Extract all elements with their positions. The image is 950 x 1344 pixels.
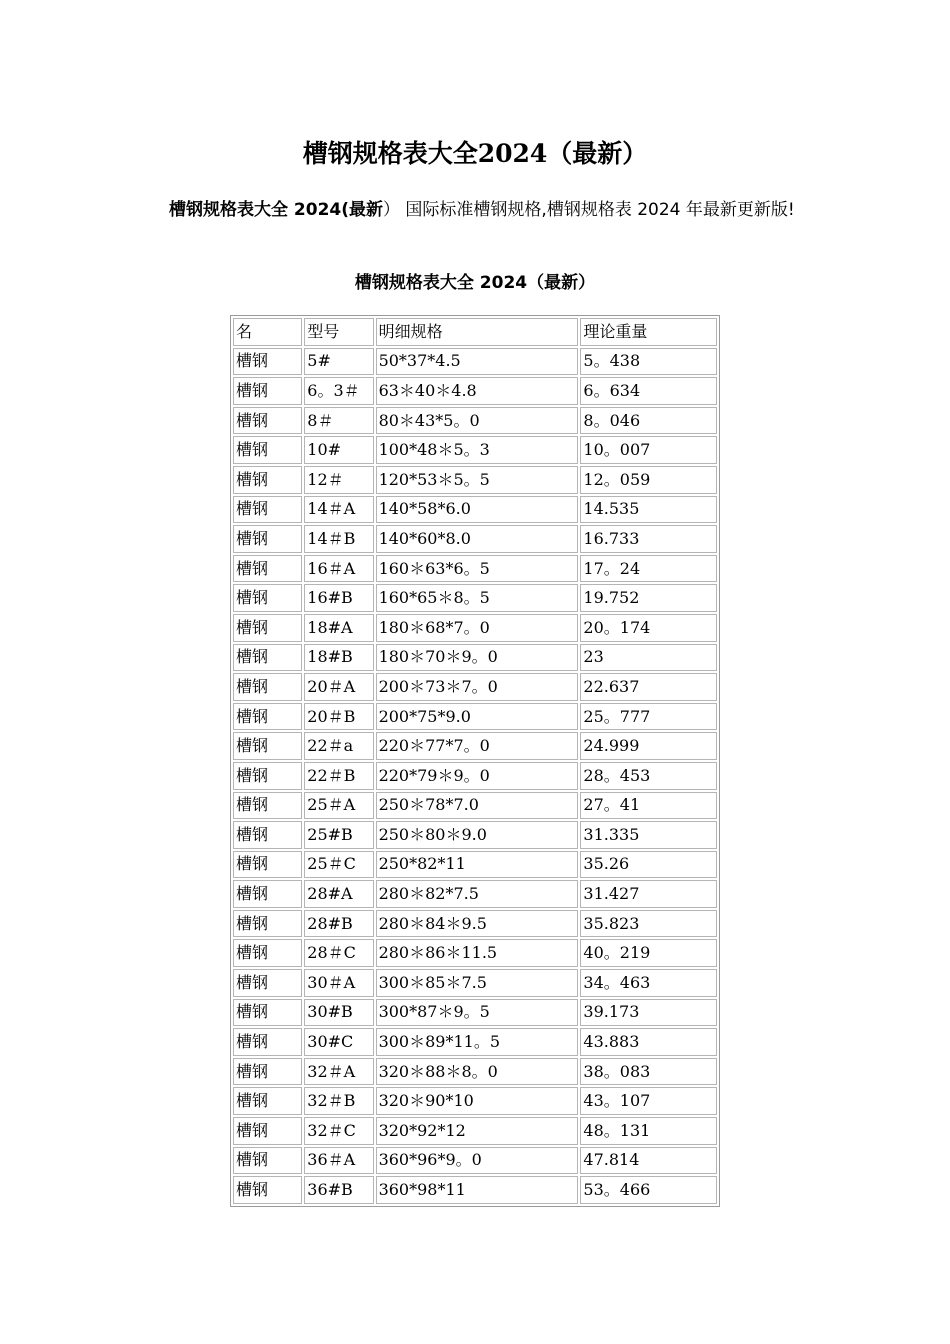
table-row: [233, 1147, 717, 1175]
model-cell: 14＃A: [304, 496, 373, 524]
model-cell: 18#A: [304, 614, 373, 642]
model-cell: 30＃A: [304, 969, 373, 997]
header-spec-cell: 明细规格: [376, 318, 579, 346]
name-cell: 槽钢: [233, 1087, 302, 1115]
header-model-cell: 型号: [304, 318, 373, 346]
weight-cell: 14.535: [580, 496, 717, 524]
spec-cell: 80＊43*5。0: [376, 407, 579, 435]
spec-cell: 180＊70＊9。0: [376, 644, 579, 672]
spec-cell: 300＊85＊7.5: [376, 969, 579, 997]
header-weight-cell: 理论重量: [580, 318, 717, 346]
model-cell: 30#C: [304, 1028, 373, 1056]
model-cell: 5#: [304, 348, 373, 376]
name-cell: 槽钢: [233, 1058, 302, 1086]
weight-cell: 38。083: [580, 1058, 717, 1086]
spec-cell: 220＊77*7。0: [376, 732, 579, 760]
table-row: [233, 614, 717, 642]
spec-cell: 140*58*6.0: [376, 496, 579, 524]
spec-cell: 180＊68*7。0: [376, 614, 579, 642]
weight-cell: 40。219: [580, 939, 717, 967]
model-cell: 14＃B: [304, 525, 373, 553]
spec-cell: 250＊80＊9.0: [376, 821, 579, 849]
name-cell: 槽钢: [233, 969, 302, 997]
name-cell: 槽钢: [233, 436, 302, 464]
model-cell: 20＃A: [304, 673, 373, 701]
spec-cell: 220*79＊9。0: [376, 762, 579, 790]
weight-cell: 24.999: [580, 732, 717, 760]
model-cell: 25＃A: [304, 792, 373, 820]
name-cell: 槽钢: [233, 644, 302, 672]
weight-cell: 43。107: [580, 1087, 717, 1115]
name-cell: 槽钢: [233, 614, 302, 642]
model-cell: 32＃A: [304, 1058, 373, 1086]
name-cell: 槽钢: [233, 555, 302, 583]
spec-cell: 300*87＊9。5: [376, 999, 579, 1027]
weight-cell: 31.335: [580, 821, 717, 849]
intro-paren: ）: [383, 200, 401, 220]
model-cell: 8＃: [304, 407, 373, 435]
model-cell: 28#A: [304, 880, 373, 908]
name-cell: 槽钢: [233, 496, 302, 524]
spec-cell: 360*96*9。0: [376, 1147, 579, 1175]
table-row: [233, 851, 717, 879]
table-row: [233, 584, 717, 612]
model-cell: 32＃C: [304, 1117, 373, 1145]
model-cell: 12＃: [304, 466, 373, 494]
model-cell: 36＃A: [304, 1147, 373, 1175]
table-row: [233, 939, 717, 967]
table-row: [233, 1117, 717, 1145]
model-cell: 28＃C: [304, 939, 373, 967]
name-cell: 槽钢: [233, 673, 302, 701]
table-row: [233, 880, 717, 908]
weight-cell: 39.173: [580, 999, 717, 1027]
table-row: [233, 1176, 717, 1204]
table-row: [233, 1058, 717, 1086]
table-row: [233, 466, 717, 494]
name-cell: 槽钢: [233, 732, 302, 760]
model-cell: 18#B: [304, 644, 373, 672]
name-cell: 槽钢: [233, 525, 302, 553]
weight-cell: 35.823: [580, 910, 717, 938]
table-row: [233, 1087, 717, 1115]
table-row: [233, 703, 717, 731]
name-cell: 槽钢: [233, 348, 302, 376]
name-cell: 槽钢: [233, 999, 302, 1027]
spec-table: [230, 315, 720, 1207]
table-row: [233, 762, 717, 790]
table-row: [233, 496, 717, 524]
table-title: 槽钢规格表大全 2024（最新）: [354, 273, 596, 293]
table-row: [233, 525, 717, 553]
table-row: [233, 348, 717, 376]
spec-table-body: [233, 318, 717, 1204]
spec-cell: 320＊88＊8。0: [376, 1058, 579, 1086]
spec-cell: 63＊40＊4.8: [376, 377, 579, 405]
spec-cell: 140*60*8.0: [376, 525, 579, 553]
weight-cell: 22.637: [580, 673, 717, 701]
weight-cell: 12。059: [580, 466, 717, 494]
weight-cell: 27。41: [580, 792, 717, 820]
table-row: [233, 407, 717, 435]
spec-cell: 360*98*11: [376, 1176, 579, 1204]
name-cell: 槽钢: [233, 407, 302, 435]
name-cell: 槽钢: [233, 792, 302, 820]
spec-cell: 160＊63*6。5: [376, 555, 579, 583]
spec-cell: 250*82*11: [376, 851, 579, 879]
intro-paragraph: [145, 197, 805, 223]
header-name-cell: 名: [233, 318, 302, 346]
name-cell: 槽钢: [233, 703, 302, 731]
weight-cell: 48。131: [580, 1117, 717, 1145]
name-cell: 槽钢: [233, 851, 302, 879]
spec-cell: 100*48＊5。3: [376, 436, 579, 464]
model-cell: 22＃a: [304, 732, 373, 760]
table-row: [233, 644, 717, 672]
name-cell: 槽钢: [233, 466, 302, 494]
table-row: [233, 436, 717, 464]
spec-cell: 250＊78*7.0: [376, 792, 579, 820]
weight-cell: 6。634: [580, 377, 717, 405]
spec-cell: 280＊82*7.5: [376, 880, 579, 908]
table-row: [233, 673, 717, 701]
weight-cell: 25。777: [580, 703, 717, 731]
model-cell: 36#B: [304, 1176, 373, 1204]
page-title: 槽钢规格表大全2024（最新）: [302, 139, 648, 168]
table-row: [233, 969, 717, 997]
model-cell: 25#B: [304, 821, 373, 849]
name-cell: 槽钢: [233, 1147, 302, 1175]
weight-cell: 47.814: [580, 1147, 717, 1175]
name-cell: 槽钢: [233, 1117, 302, 1145]
spec-cell: 320*92*12: [376, 1117, 579, 1145]
weight-cell: 53。466: [580, 1176, 717, 1204]
model-cell: 10#: [304, 436, 373, 464]
spec-cell: 160*65＊8。5: [376, 584, 579, 612]
weight-cell: 5。438: [580, 348, 717, 376]
name-cell: 槽钢: [233, 762, 302, 790]
model-cell: 25＃C: [304, 851, 373, 879]
intro-text: 国际标准槽钢规格,槽钢规格表 2024 年最新更新版!: [405, 200, 795, 220]
name-cell: 槽钢: [233, 1176, 302, 1204]
name-cell: 槽钢: [233, 1028, 302, 1056]
intro-lead: 槽钢规格表大全 2024(最新: [169, 200, 384, 220]
name-cell: 槽钢: [233, 910, 302, 938]
weight-cell: 43.883: [580, 1028, 717, 1056]
spec-cell: 320＊90*10: [376, 1087, 579, 1115]
table-row: [233, 555, 717, 583]
spec-cell: 200＊73＊7。0: [376, 673, 579, 701]
weight-cell: 8。046: [580, 407, 717, 435]
model-cell: 16#B: [304, 584, 373, 612]
model-cell: 6。3＃: [304, 377, 373, 405]
table-row: [233, 792, 717, 820]
weight-cell: 35.26: [580, 851, 717, 879]
table-row: [233, 1028, 717, 1056]
spec-cell: 280＊86＊11.5: [376, 939, 579, 967]
spec-cell: 300＊89*11。5: [376, 1028, 579, 1056]
table-header-row: [233, 318, 717, 346]
name-cell: 槽钢: [233, 880, 302, 908]
model-cell: 28#B: [304, 910, 373, 938]
name-cell: 槽钢: [233, 821, 302, 849]
table-row: [233, 821, 717, 849]
model-cell: 32＃B: [304, 1087, 373, 1115]
weight-cell: 34。463: [580, 969, 717, 997]
weight-cell: 31.427: [580, 880, 717, 908]
weight-cell: 23: [580, 644, 717, 672]
weight-cell: 20。174: [580, 614, 717, 642]
name-cell: 槽钢: [233, 584, 302, 612]
weight-cell: 28。453: [580, 762, 717, 790]
spec-cell: 200*75*9.0: [376, 703, 579, 731]
table-row: [233, 999, 717, 1027]
table-row: [233, 377, 717, 405]
name-cell: 槽钢: [233, 939, 302, 967]
spec-cell: 280＊84＊9.5: [376, 910, 579, 938]
model-cell: 22＃B: [304, 762, 373, 790]
weight-cell: 17。24: [580, 555, 717, 583]
model-cell: 16＃A: [304, 555, 373, 583]
weight-cell: 16.733: [580, 525, 717, 553]
weight-cell: 19.752: [580, 584, 717, 612]
spec-cell: 120*53＊5。5: [376, 466, 579, 494]
model-cell: 20＃B: [304, 703, 373, 731]
weight-cell: 10。007: [580, 436, 717, 464]
table-row: [233, 910, 717, 938]
spec-cell: 50*37*4.5: [376, 348, 579, 376]
table-row: [233, 732, 717, 760]
name-cell: 槽钢: [233, 377, 302, 405]
model-cell: 30#B: [304, 999, 373, 1027]
